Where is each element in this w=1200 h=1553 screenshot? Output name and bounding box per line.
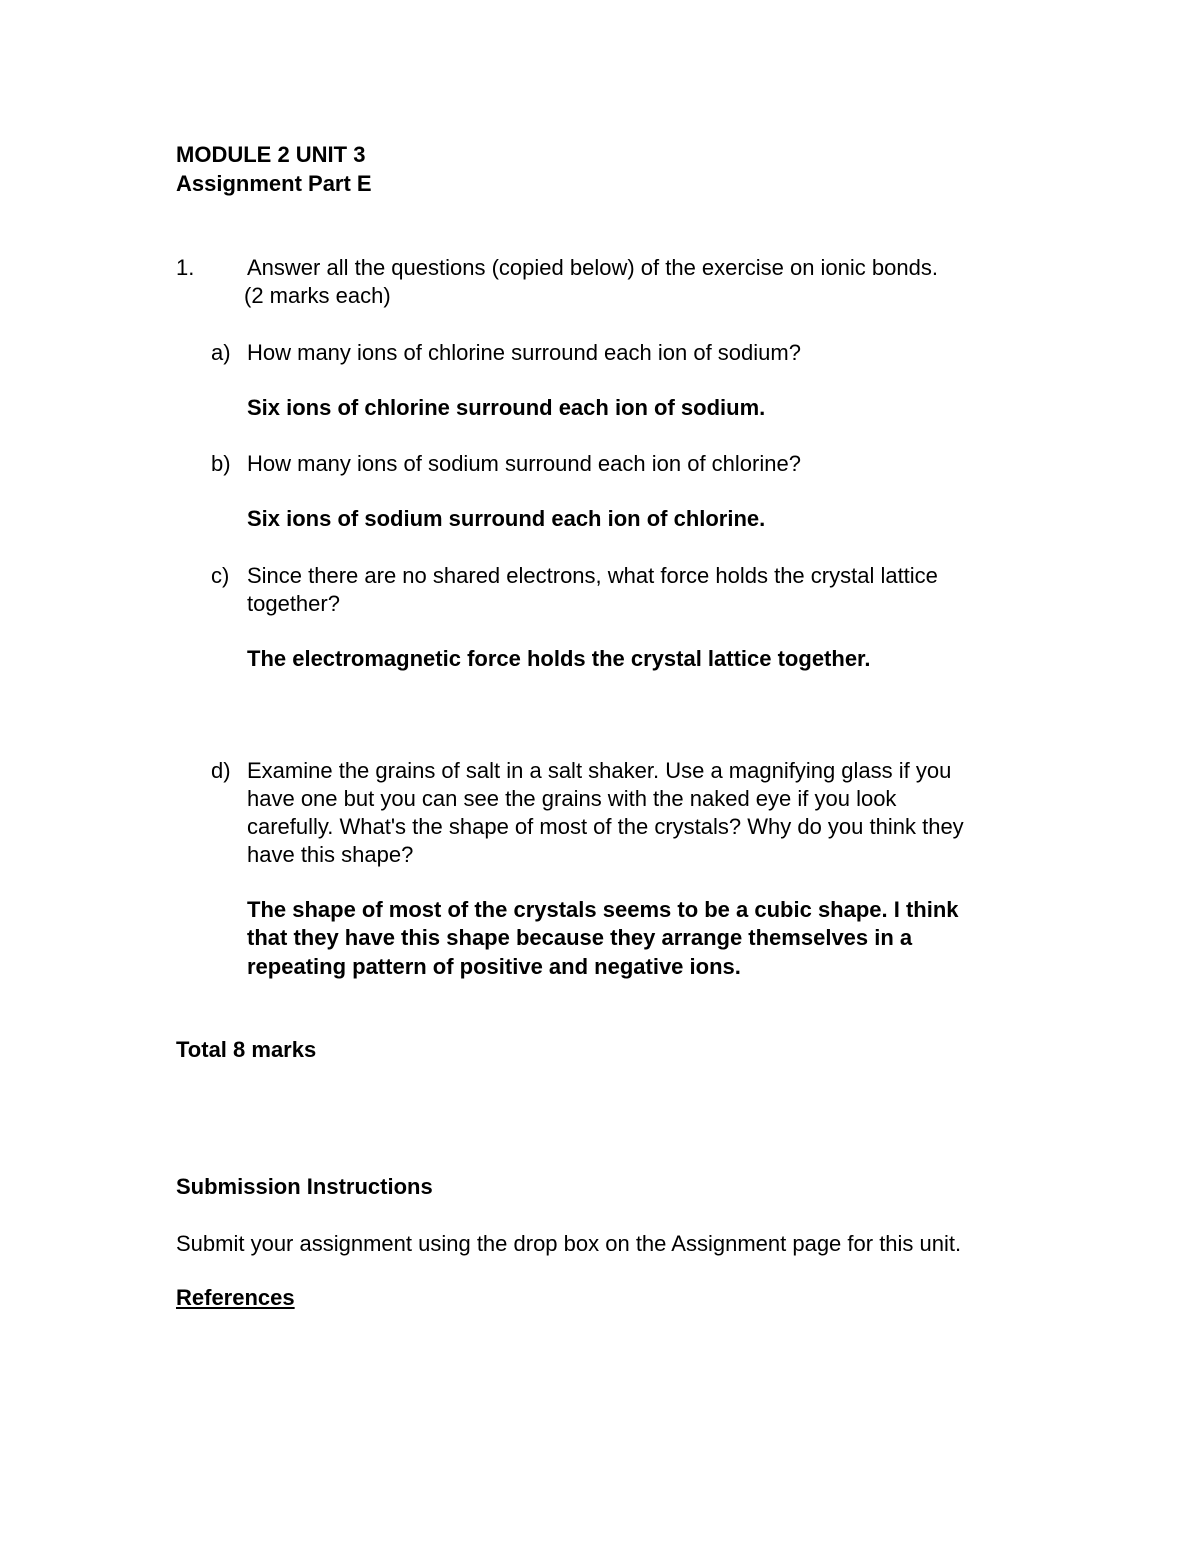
- marks-note: (2 marks each): [244, 283, 391, 308]
- item-b-label: b): [211, 451, 231, 476]
- item-c-label: c): [211, 563, 230, 588]
- module-title: MODULE 2 UNIT 3: [176, 142, 366, 167]
- submission-heading: Submission Instructions: [176, 1174, 433, 1199]
- total-marks: Total 8 marks: [176, 1037, 317, 1062]
- item-a-label: a): [211, 340, 231, 365]
- item-b-answer: Six ions of sodium surround each ion of chlorine.: [247, 506, 766, 531]
- submission-text: Submit your assignment using the drop box on the Assignment page for this unit.: [176, 1231, 962, 1256]
- item-c-question-line-2: together?: [247, 591, 340, 616]
- item-c-question-line-1: Since there are no shared electrons, what force holds the crystal lattice: [247, 563, 938, 588]
- item-d-label: d): [211, 758, 231, 783]
- item-d-question-line-3: carefully. What's the shape of most of the crystals? Why do you think they: [247, 814, 964, 839]
- item-c-answer: The electromagnetic force holds the crystal lattice together.: [247, 646, 871, 671]
- item-d-question-line-4: have this shape?: [247, 842, 414, 867]
- item-a-answer: Six ions of chlorine surround each ion of sodium.: [247, 395, 766, 420]
- item-a-question: How many ions of chlorine surround each ion of sodium?: [247, 340, 801, 365]
- item-d-answer-line-3: repeating pattern of positive and negative ions.: [247, 954, 741, 979]
- references-heading: References: [176, 1285, 295, 1310]
- item-b-question: How many ions of sodium surround each ion of chlorine?: [247, 451, 801, 476]
- item-d-question-line-1: Examine the grains of salt in a salt shaker. Use a magnifying glass if you: [247, 758, 952, 783]
- question-intro: Answer all the questions (copied below) of the exercise on ionic bonds.: [247, 255, 938, 280]
- item-d-answer-line-2: that they have this shape because they arrange themselves in a: [247, 925, 913, 950]
- assignment-title: Assignment Part E: [176, 171, 372, 196]
- question-number: 1.: [176, 255, 195, 280]
- item-d-question-line-2: have one but you can see the grains with the naked eye if you look: [247, 786, 897, 811]
- item-d-answer-line-1: The shape of most of the crystals seems to be a cubic shape. I think: [247, 897, 959, 922]
